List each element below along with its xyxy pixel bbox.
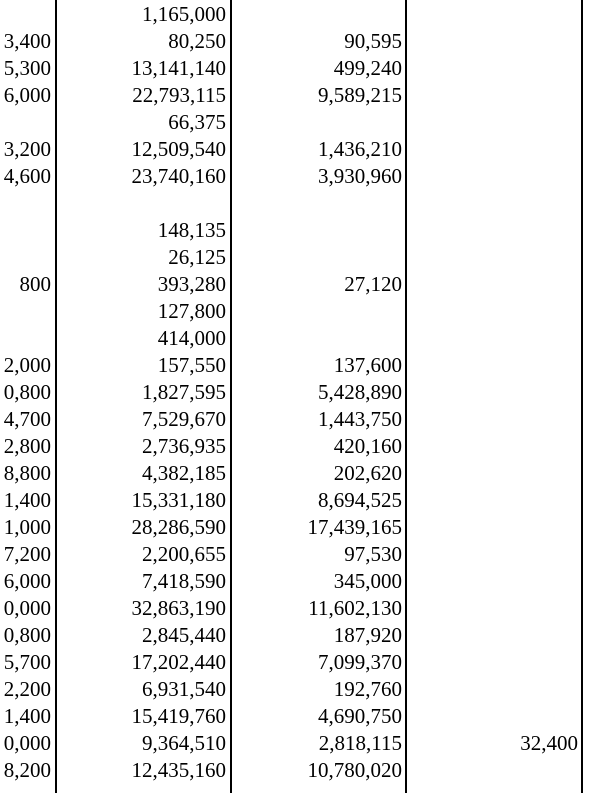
table-cell (420, 190, 578, 217)
table-cell: 0,800 (3, 380, 51, 404)
table-cell: 7,200 (3, 542, 51, 566)
table-cell (420, 298, 578, 325)
table-cell: 2,818,115 (318, 731, 402, 755)
table-cell (0, 244, 51, 271)
table-cell (420, 271, 578, 298)
table-cell (420, 622, 578, 649)
table-cell: 13,141,140 (131, 56, 226, 80)
table-cell: 15,331,180 (131, 488, 226, 512)
table-cell (420, 541, 578, 568)
table-row (0, 136, 600, 163)
table-cell: 1,443,750 (318, 407, 402, 431)
table-cell (0, 217, 51, 244)
table-cell (0, 1, 51, 28)
table-cell: 10,780,020 (307, 758, 402, 782)
table-cell (420, 136, 578, 163)
table-cell: 345,000 (333, 569, 402, 593)
table-cell: 66,375 (168, 110, 226, 134)
table-cell: 23,740,160 (131, 164, 226, 188)
table-cell: 499,240 (333, 56, 402, 80)
table-cell: 9,364,510 (142, 731, 226, 755)
table-cell: 15,419,760 (131, 704, 226, 728)
table-cell (420, 352, 578, 379)
table-cell: 1,165,000 (142, 2, 226, 26)
table-cell: 32,400 (520, 731, 578, 755)
table-cell: 97,530 (344, 542, 402, 566)
table-cell: 90,595 (344, 29, 402, 53)
table-row (0, 217, 600, 244)
table-cell: 17,439,165 (307, 515, 402, 539)
table-cell (62, 190, 226, 217)
table-cell (420, 28, 578, 55)
table-cell: 1,400 (3, 704, 51, 728)
table-cell: 12,509,540 (131, 137, 226, 161)
table-row (0, 325, 600, 352)
table-cell (0, 325, 51, 352)
table-cell: 187,920 (333, 623, 402, 647)
table-cell: 4,382,185 (142, 461, 226, 485)
table-cell (240, 298, 402, 325)
table-cell (240, 244, 402, 271)
table-row (0, 703, 600, 730)
table-cell: 3,200 (3, 137, 51, 161)
table-row (0, 757, 600, 784)
table-cell: 2,736,935 (142, 434, 226, 458)
table-cell: 6,000 (3, 83, 51, 107)
table-cell: 5,428,890 (318, 380, 402, 404)
table-cell: 2,845,440 (142, 623, 226, 647)
table-row (0, 244, 600, 271)
table-cell (420, 649, 578, 676)
column-divider-1 (55, 0, 57, 793)
table-row (0, 190, 600, 217)
table-cell (420, 109, 578, 136)
table-cell: 414,000 (157, 326, 226, 350)
table-cell: 192,760 (333, 677, 402, 701)
table-cell: 137,600 (333, 353, 402, 377)
table-cell (420, 244, 578, 271)
table-cell (420, 460, 578, 487)
table-row (0, 109, 600, 136)
table-cell (420, 433, 578, 460)
table-cell (420, 676, 578, 703)
table-cell (420, 595, 578, 622)
table-cell: 5,300 (3, 56, 51, 80)
table-row (0, 514, 600, 541)
table-cell (240, 217, 402, 244)
table-cell: 8,694,525 (318, 488, 402, 512)
table-row (0, 55, 600, 82)
table-row (0, 1, 600, 28)
column-divider-2 (230, 0, 232, 793)
table-cell: 202,620 (333, 461, 402, 485)
table-cell: 8,800 (3, 461, 51, 485)
table-cell (420, 568, 578, 595)
table-cell: 4,690,750 (318, 704, 402, 728)
table-cell: 6,000 (3, 569, 51, 593)
table-row (0, 163, 600, 190)
table-cell: 7,099,370 (318, 650, 402, 674)
table-cell (420, 514, 578, 541)
table-cell: 22,793,115 (132, 83, 226, 107)
table-row (0, 433, 600, 460)
table-cell: 1,400 (3, 488, 51, 512)
table-cell: 17,202,440 (131, 650, 226, 674)
table-cell: 12,435,160 (131, 758, 226, 782)
table-cell: 4,600 (3, 164, 51, 188)
table-row (0, 595, 600, 622)
table-cell (240, 109, 402, 136)
table-cell: 2,000 (3, 353, 51, 377)
table-cell: 80,250 (168, 29, 226, 53)
table-cell (240, 325, 402, 352)
table-cell: 127,800 (157, 299, 226, 323)
table-cell: 1,436,210 (318, 137, 402, 161)
table-cell: 393,280 (157, 272, 226, 296)
table-cell: 2,800 (3, 434, 51, 458)
table-cell: 32,863,190 (131, 596, 226, 620)
table-cell (420, 55, 578, 82)
table-cell: 26,125 (168, 245, 226, 269)
table-cell: 7,529,670 (142, 407, 226, 431)
table-row (0, 271, 600, 298)
column-divider-3 (405, 0, 407, 793)
table-row (0, 352, 600, 379)
table-row (0, 82, 600, 109)
table-cell: 0,800 (3, 623, 51, 647)
table-cell: 1,000 (3, 515, 51, 539)
table-row (0, 298, 600, 325)
table-cell (420, 487, 578, 514)
table-cell: 0,000 (3, 731, 51, 755)
table-cell: 0,000 (3, 596, 51, 620)
table-cell (240, 1, 402, 28)
table-cell (0, 109, 51, 136)
table-cell: 3,930,960 (318, 164, 402, 188)
table-row (0, 379, 600, 406)
table-cell: 28,286,590 (131, 515, 226, 539)
table-cell: 6,931,540 (142, 677, 226, 701)
table-cell: 2,200 (3, 677, 51, 701)
table-row (0, 730, 600, 757)
table-cell (420, 757, 578, 784)
table-cell: 11,602,130 (308, 596, 402, 620)
table-row (0, 28, 600, 55)
table-cell: 9,589,215 (318, 83, 402, 107)
table-cell (420, 379, 578, 406)
table-cell: 157,550 (157, 353, 226, 377)
table-cell: 3,400 (3, 29, 51, 53)
table-cell (420, 163, 578, 190)
table-cell (240, 190, 402, 217)
table-cell: 148,135 (157, 218, 226, 242)
table-cell: 420,160 (333, 434, 402, 458)
table-cell (420, 217, 578, 244)
table-cell: 1,827,595 (142, 380, 226, 404)
table-cell (0, 190, 51, 217)
table-row (0, 406, 600, 433)
table-row (0, 622, 600, 649)
table-cell (420, 82, 578, 109)
table-row (0, 568, 600, 595)
table-cell (420, 325, 578, 352)
table-cell: 4,700 (3, 407, 51, 431)
table-row (0, 541, 600, 568)
table-cell: 800 (19, 272, 51, 296)
table-row (0, 460, 600, 487)
table-cell: 5,700 (3, 650, 51, 674)
table-cell (420, 406, 578, 433)
table-cell: 27,120 (344, 272, 402, 296)
table-row (0, 487, 600, 514)
table-row (0, 649, 600, 676)
table-row (0, 676, 600, 703)
table-cell: 8,200 (3, 758, 51, 782)
column-divider-4 (581, 0, 583, 793)
table-cell: 2,200,655 (142, 542, 226, 566)
table-cell (0, 298, 51, 325)
table-cell (420, 703, 578, 730)
table-cell (420, 1, 578, 28)
table-cell: 7,418,590 (142, 569, 226, 593)
